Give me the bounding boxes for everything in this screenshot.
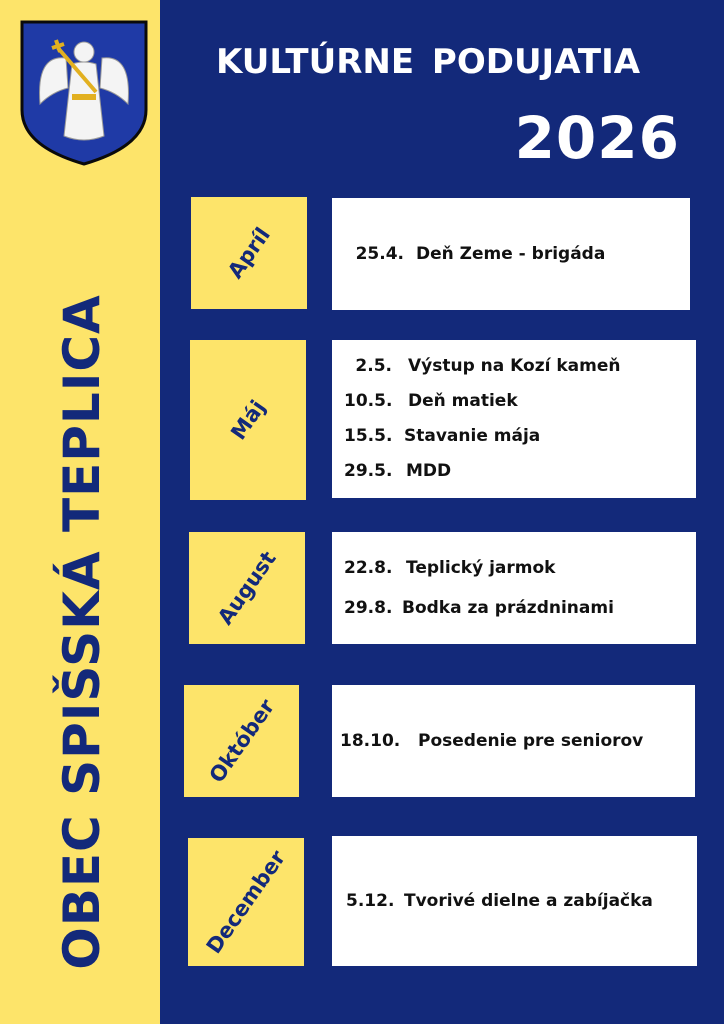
month-label: August bbox=[213, 546, 281, 630]
events-april bbox=[332, 198, 690, 310]
month-label: Máj bbox=[226, 395, 270, 445]
event-row bbox=[340, 724, 695, 759]
event-title: Deň matiek bbox=[408, 391, 518, 411]
event-date: 29.5. bbox=[344, 461, 393, 481]
event-title: Deň Zeme - brigáda bbox=[416, 243, 606, 264]
sidebar bbox=[0, 0, 160, 1024]
month-may bbox=[190, 340, 306, 500]
event-title: Teplický jarmok bbox=[406, 558, 556, 578]
event-row bbox=[344, 384, 696, 419]
event-row bbox=[344, 349, 696, 384]
event-date: 18.10. bbox=[340, 730, 401, 751]
event-title: Posedenie pre seniorov bbox=[418, 730, 644, 751]
event-row bbox=[344, 419, 696, 454]
event-date: 2.5. bbox=[355, 356, 392, 376]
event-date: 5.12. bbox=[346, 890, 395, 911]
event-title: Bodka za prázdninami bbox=[402, 598, 614, 618]
event-row bbox=[350, 237, 690, 272]
event-date: 15.5. bbox=[344, 426, 393, 446]
event-row bbox=[344, 454, 696, 489]
event-row bbox=[346, 884, 697, 919]
angel-crest-icon bbox=[18, 18, 150, 168]
month-april bbox=[191, 197, 307, 309]
event-title: Stavanie mája bbox=[404, 426, 541, 446]
event-title: Výstup na Kozí kameň bbox=[408, 356, 621, 376]
month-label: Október bbox=[204, 694, 279, 788]
event-title: Tvorivé dielne a zabíjačka bbox=[404, 890, 653, 911]
events-may bbox=[332, 340, 696, 498]
events-december bbox=[332, 836, 697, 966]
event-date: 29.8. bbox=[344, 598, 393, 618]
events-october bbox=[332, 685, 695, 797]
month-label: Apríl bbox=[223, 223, 275, 283]
event-row bbox=[344, 588, 696, 628]
event-date: 22.8. bbox=[344, 558, 393, 578]
event-date: 25.4. bbox=[355, 243, 404, 264]
event-date: 10.5. bbox=[344, 391, 393, 411]
month-october bbox=[184, 685, 299, 797]
village-title: OBEC SPIŠSKÁ TEPLICA bbox=[53, 294, 111, 970]
event-title: MDD bbox=[406, 461, 452, 481]
year-label: 2026 bbox=[514, 104, 680, 172]
month-august bbox=[189, 532, 305, 644]
event-row bbox=[344, 548, 696, 588]
month-label: December bbox=[201, 846, 291, 958]
page-title: KULTÚRNE PODUJATIA bbox=[216, 42, 641, 82]
events-august bbox=[332, 532, 696, 644]
month-december bbox=[188, 838, 304, 966]
